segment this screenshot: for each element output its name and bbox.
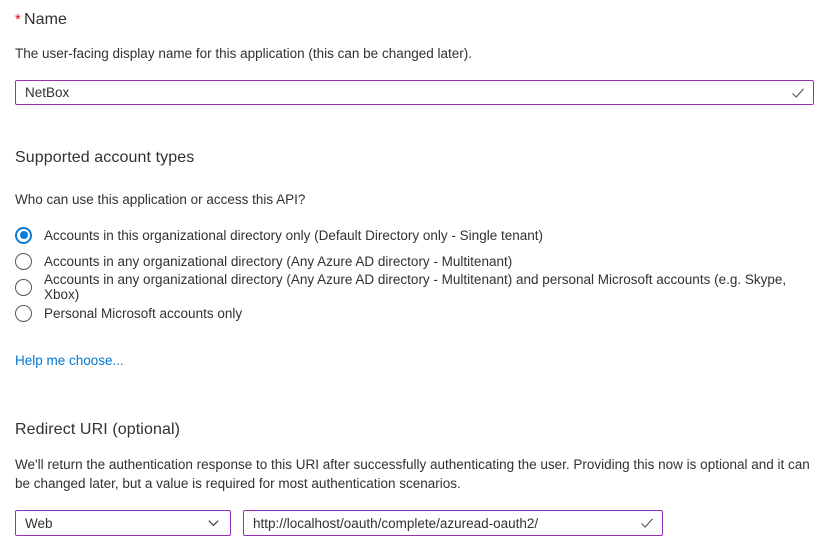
radio-button[interactable] bbox=[15, 253, 32, 270]
account-types-radio-group bbox=[15, 222, 814, 326]
check-icon bbox=[639, 515, 655, 531]
check-icon bbox=[790, 85, 806, 101]
radio-button[interactable] bbox=[15, 227, 32, 244]
platform-select-value: Web bbox=[25, 515, 53, 531]
chevron-down-icon bbox=[206, 516, 221, 531]
name-section-title bbox=[15, 11, 814, 29]
account-types-title: Supported account types bbox=[15, 149, 195, 166]
radio-option-multitenant[interactable] bbox=[15, 248, 814, 274]
required-asterisk: * bbox=[15, 11, 21, 28]
name-title-text: Name bbox=[23, 11, 68, 28]
radio-option-multitenant-personal[interactable] bbox=[15, 274, 814, 300]
radio-option-personal-only[interactable] bbox=[15, 300, 814, 326]
platform-select[interactable] bbox=[15, 510, 231, 536]
account-types-question: Who can use this application or access this API? bbox=[15, 192, 306, 207]
radio-option-label: Personal Microsoft accounts only bbox=[44, 305, 243, 321]
radio-option-single-tenant[interactable] bbox=[15, 222, 814, 248]
redirect-uri-section bbox=[15, 421, 814, 536]
name-section bbox=[15, 11, 814, 105]
redirect-uri-input[interactable] bbox=[244, 516, 662, 531]
name-input[interactable] bbox=[16, 85, 813, 100]
account-types-section bbox=[15, 149, 814, 370]
name-description: The user-facing display name for this application (this can be changed later). bbox=[15, 46, 472, 61]
radio-button[interactable] bbox=[15, 279, 32, 296]
radio-button[interactable] bbox=[15, 305, 32, 322]
radio-option-label: Accounts in any organizational directory (Any Azure AD directory - Multitenant) and personal Microsoft accounts (e.g. Skype, Xbox) bbox=[44, 272, 787, 302]
radio-option-label: Accounts in any organizational directory (Any Azure AD directory - Multitenant) bbox=[44, 253, 513, 269]
redirect-uri-description: We'll return the authentication response to this URI after successfully authenticating the user. Providing this now is optional and it can be changed later, but a value is required for most authentication scenarios. bbox=[15, 457, 810, 491]
help-me-choose-link[interactable]: Help me choose... bbox=[15, 353, 124, 368]
redirect-uri-input-container bbox=[243, 510, 663, 536]
redirect-uri-controls bbox=[15, 510, 814, 536]
radio-option-label: Accounts in this organizational directory only (Default Directory only - Single tenant) bbox=[44, 227, 543, 243]
redirect-uri-title: Redirect URI (optional) bbox=[15, 421, 181, 438]
name-input-container bbox=[15, 80, 814, 105]
